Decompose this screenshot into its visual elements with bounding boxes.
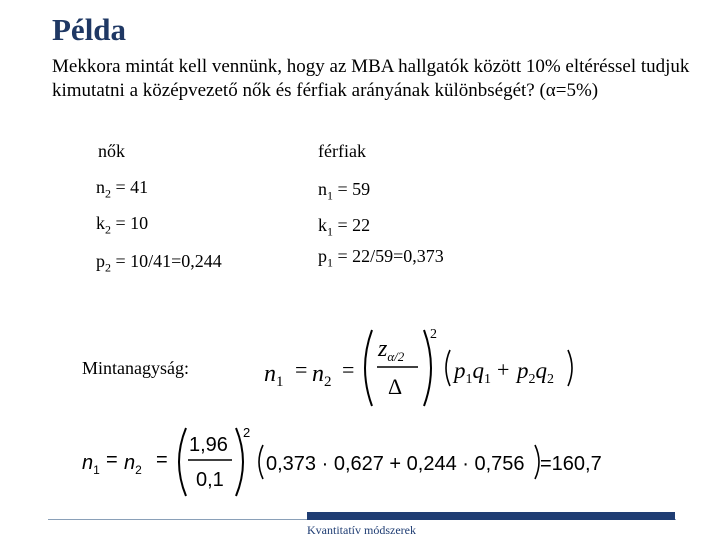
calc-result: =160,7 bbox=[540, 453, 602, 475]
footer-text: Kvantitatív módszerek bbox=[307, 523, 416, 537]
sample-size-label: Mintanagyság: bbox=[82, 358, 189, 378]
header-women: nők bbox=[98, 141, 125, 161]
calc-equals-2: = bbox=[156, 449, 168, 471]
men-n: $n_1 = 59$ bbox=[318, 179, 371, 203]
calc-body: 0,373 · 0,627 + 0,244 · 0,756 bbox=[266, 453, 525, 475]
formula-equals-2: = bbox=[342, 357, 355, 382]
formula-p1q1: $p_1q_1$ bbox=[454, 358, 491, 387]
calc-paren-open bbox=[259, 445, 263, 479]
formula-exponent: 2 bbox=[430, 327, 437, 342]
women-k: $k_2 = 10$ bbox=[96, 213, 149, 237]
formula-equals-1: = bbox=[295, 357, 308, 382]
men-p: $p_1 = 22/59=0,373$ bbox=[318, 246, 444, 270]
formula-n1: $n_1$ bbox=[264, 361, 284, 390]
women-n: $n_2 = 41$ bbox=[96, 177, 149, 201]
calc-exponent: 2 bbox=[243, 425, 251, 440]
formula-paren-close bbox=[568, 350, 572, 386]
footer-bar bbox=[307, 512, 675, 520]
calc-n2: $n_2$ bbox=[124, 452, 142, 477]
header-men: férfiak bbox=[318, 141, 366, 161]
formula-z: $z_{\alpha/2}$ bbox=[378, 336, 405, 364]
formula-plus: + bbox=[497, 357, 510, 382]
calc-denominator: 0,1 bbox=[196, 469, 224, 491]
formula-left-paren bbox=[365, 330, 372, 406]
calc-numerator: 1,96 bbox=[189, 434, 228, 456]
calc-equals-1: = bbox=[106, 449, 118, 471]
calc-right-paren bbox=[236, 428, 243, 496]
calc-n1: $n_1$ bbox=[82, 452, 100, 477]
formula-paren-open bbox=[446, 350, 450, 386]
women-p: $p_2 = 10/41=0,244$ bbox=[96, 251, 222, 275]
intro-text: Mekkora mintát kell vennünk, hogy az MBA hallgatók között 10% eltéréssel tudjuk kimutatni a középvezető nők és férfiak arányának különbségét? (α=5%) bbox=[52, 56, 690, 101]
calc-left-paren bbox=[179, 428, 186, 496]
men-k: $k_1 = 22$ bbox=[318, 215, 371, 239]
formula-p2q2: $p_2q_2$ bbox=[517, 358, 554, 387]
formula-n2: $n_2$ bbox=[312, 361, 332, 390]
formula-delta: Δ bbox=[388, 374, 403, 399]
slide-title: Példa bbox=[52, 12, 127, 47]
formula-right-paren bbox=[424, 330, 431, 406]
calc-paren-close bbox=[535, 445, 539, 479]
